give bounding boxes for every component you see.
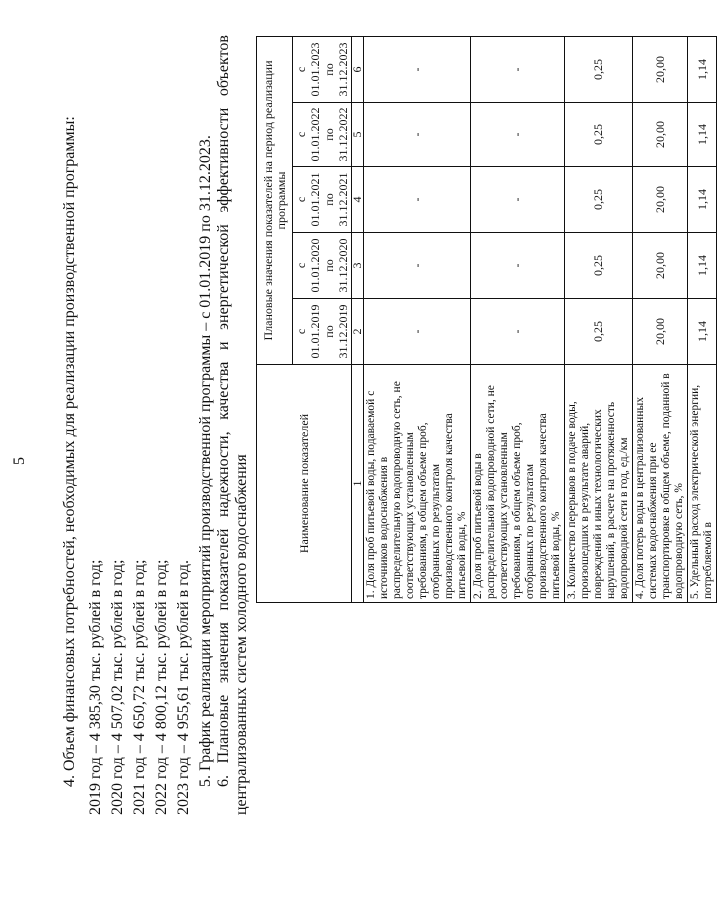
- s6-word: Плановые: [215, 694, 232, 764]
- indicator-value: -: [364, 233, 471, 299]
- s6-word: качества: [215, 361, 232, 420]
- header-period-2021: с 01.01.2021 по 31.12.2021: [293, 167, 352, 233]
- indicator-value: 1,14: [688, 103, 717, 167]
- header-planned-values: Плановые значения показателей на период реализации программы: [257, 36, 293, 364]
- finance-line-2022: 2022 год – 4 800,12 тыс. рублей в год;: [153, 559, 170, 815]
- column-number: 2: [352, 299, 364, 365]
- table-row: [633, 36, 688, 602]
- s6-word: и: [215, 341, 232, 351]
- s6-word: значения: [215, 622, 232, 684]
- s6-word: надежности,: [215, 431, 232, 517]
- finance-line-2019: 2019 год – 4 385,30 тыс. рублей в год;: [87, 559, 104, 815]
- finance-line-2020: 2020 год – 4 507,02 тыс. рублей в год;: [109, 559, 126, 815]
- indicators-table: [256, 36, 717, 603]
- s6-word: энергетической: [215, 224, 232, 330]
- section-6-heading: [214, 35, 233, 787]
- table-row: [364, 36, 471, 602]
- table-row: [688, 36, 717, 602]
- indicator-name: 4. Доля потерь воды в централизованных системах водоснабжения при ее транспортировке в общем объеме, поданной в водопроводную сеть, %: [633, 365, 688, 603]
- indicator-value: 0,25: [565, 103, 633, 167]
- table-row: [471, 36, 565, 602]
- indicator-value: -: [364, 167, 471, 233]
- indicator-value: 20,00: [633, 233, 688, 299]
- s6-word: эффективности: [215, 107, 232, 213]
- finance-line-2023: 2023 год – 4 955,61 тыс. рублей в год.: [175, 559, 192, 815]
- column-number-row: [352, 36, 364, 602]
- indicator-name: 2. Доля проб питьевой воды в распределительной водопроводной сети, не соответствующих установленным требованиям, в общем объеме проб, отобранных по результатам производственного контроля качества питьевой воды, %: [471, 365, 565, 603]
- s6-word: 6.: [215, 775, 232, 787]
- s6-word: показателей: [215, 528, 232, 611]
- column-number: 4: [352, 167, 364, 233]
- header-period-2023: с 01.01.2023 по 31.12.2023: [293, 36, 352, 102]
- indicator-value: -: [471, 103, 565, 167]
- column-number: 3: [352, 233, 364, 299]
- indicator-value: -: [471, 233, 565, 299]
- header-indicator-name: Наименование показателей: [257, 365, 352, 603]
- indicator-value: 0,25: [565, 167, 633, 233]
- table-row: [565, 36, 633, 602]
- indicator-value: 0,25: [565, 299, 633, 365]
- indicator-name: 1. Доля проб питьевой воды, подаваемой с источников водоснабжения в распределительную водопроводную сеть, не соответствующих установленным требованиям, в общем объеме проб, отобранных по результатам производственного контроля качества питьевой воды, %: [364, 365, 471, 603]
- column-number: 1: [352, 365, 364, 603]
- indicator-value: 20,00: [633, 103, 688, 167]
- header-period-2022: с 01.01.2022 по 31.12.2022: [293, 103, 352, 167]
- indicator-value: 20,00: [633, 36, 688, 102]
- page-number: 5: [11, 457, 28, 465]
- header-period-2020: с 01.01.2020 по 31.12.2020: [293, 233, 352, 299]
- indicator-value: 1,14: [688, 36, 717, 102]
- indicator-value: -: [471, 299, 565, 365]
- indicator-value: -: [471, 36, 565, 102]
- column-number: 5: [352, 103, 364, 167]
- indicator-value: -: [364, 36, 471, 102]
- indicator-name: 5. Удельный расход электрической энергии, потребляемой в: [688, 365, 717, 603]
- indicator-value: 1,14: [688, 167, 717, 233]
- indicator-name: 3. Количество перерывов в подаче воды, произошедших в результате аварий, повреждений и иных технологических нарушений, в расчете на протяженность водопроводной сети в год, ед./км: [565, 365, 633, 603]
- indicator-value: 20,00: [633, 299, 688, 365]
- indicator-value: -: [364, 299, 471, 365]
- section-6-heading-line2: централизованных систем холодного водоснабжения: [233, 454, 250, 815]
- header-period-2019: с 01.01.2019 по 31.12.2019: [293, 299, 352, 365]
- s6-word: объектов: [215, 35, 232, 97]
- indicator-value: -: [364, 103, 471, 167]
- indicator-value: -: [471, 167, 565, 233]
- indicator-value: 0,25: [565, 36, 633, 102]
- section-4-heading: 4. Объем финансовых потребностей, необходимых для реализации производственной программы:: [61, 116, 78, 787]
- indicator-value: 20,00: [633, 167, 688, 233]
- column-number: 6: [352, 36, 364, 102]
- indicator-value: 0,25: [565, 233, 633, 299]
- indicator-value: 1,14: [688, 233, 717, 299]
- finance-line-2021: 2021 год – 4 650,72 тыс. рублей в год;: [131, 559, 148, 815]
- indicator-value: 1,14: [688, 299, 717, 365]
- section-5-text: 5. График реализации мероприятий производственной программы – с 01.01.2019 по 31.12.2023.: [197, 135, 214, 787]
